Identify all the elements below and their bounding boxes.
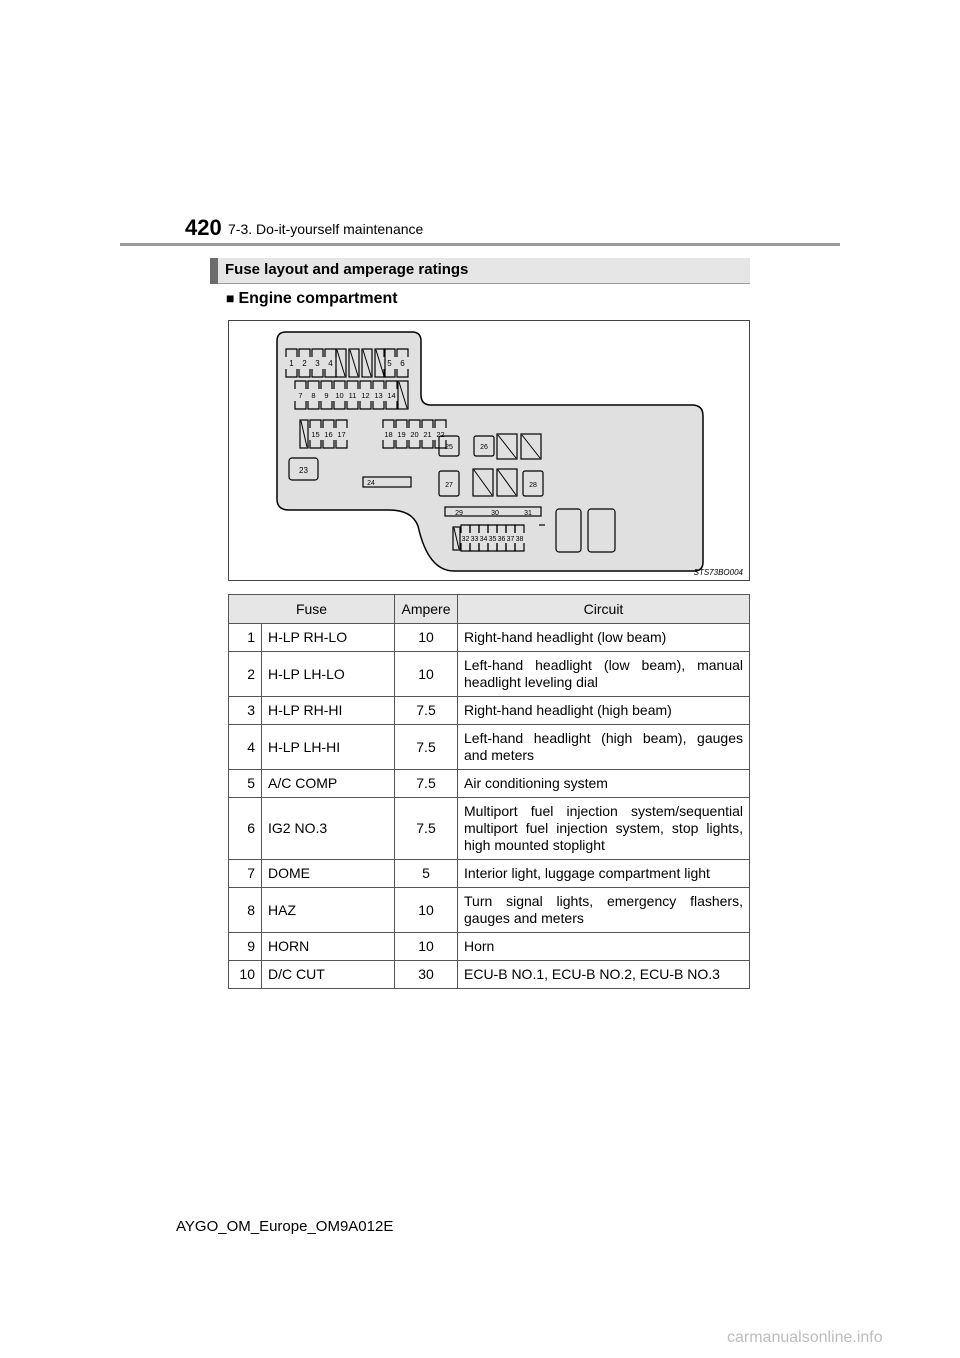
fuse-label: 38 <box>515 536 524 543</box>
fuse-label: 12 <box>361 391 370 400</box>
fuse-circuit: Left-hand headlight (high beam), gauges and meters <box>458 725 750 770</box>
table-row <box>229 770 750 798</box>
table-row <box>229 888 750 933</box>
fuse-label: 19 <box>397 430 406 439</box>
fuse-label: 36 <box>497 536 506 543</box>
fuse-name: HORN <box>262 933 395 961</box>
fuse-number: 3 <box>229 697 262 725</box>
fuse-label: 35 <box>488 536 497 543</box>
column-header-fuse: Fuse <box>229 595 395 624</box>
section-title: Fuse layout and amperage ratings <box>225 261 469 278</box>
fuse-label: 17 <box>337 430 346 439</box>
fuse-number: 6 <box>229 798 262 860</box>
fuse-number: 8 <box>229 888 262 933</box>
fuse-box-svg <box>229 321 749 580</box>
fuse-label: 31 <box>524 510 532 517</box>
fuse-label: 4 <box>328 359 333 368</box>
table-row <box>229 725 750 770</box>
fuse-number: 1 <box>229 624 262 652</box>
fuse-number: 9 <box>229 933 262 961</box>
fuse-circuit: Left-hand headlight (low beam), manual headlight leveling dial <box>458 652 750 697</box>
fuse-ampere: 30 <box>395 961 458 989</box>
fuse-label: 34 <box>479 536 488 543</box>
fuse-label: 21 <box>423 430 432 439</box>
page-number: 420 <box>185 215 222 240</box>
fuse-circuit: Interior light, luggage compartment light <box>458 860 750 888</box>
fuse-ampere: 10 <box>395 888 458 933</box>
fuse-label: 27 <box>445 482 453 489</box>
table-row <box>229 697 750 725</box>
table-header-row <box>229 595 750 624</box>
fuse-circuit: Right-hand headlight (high beam) <box>458 697 750 725</box>
fuse-label: 2 <box>302 359 307 368</box>
fuse-label: 32 <box>461 536 470 543</box>
fuse-label: 7 <box>298 391 303 400</box>
fuse-label: 25 <box>445 444 453 451</box>
table-row <box>229 624 750 652</box>
chapter-title: 7-3. Do-it-yourself maintenance <box>228 221 424 237</box>
fuse-circuit: Multiport fuel injection system/sequential multiport fuel injection system, stop lights, high mounted stoplight <box>458 798 750 860</box>
fuse-label: 22 <box>436 430 445 439</box>
fuse-box-diagram <box>228 320 750 581</box>
fuse-ampere: 7.5 <box>395 697 458 725</box>
fuse-label: 28 <box>529 482 537 489</box>
fuse-label: 20 <box>410 430 419 439</box>
table-row <box>229 933 750 961</box>
fuse-label: 5 <box>387 359 392 368</box>
table-body <box>229 624 750 989</box>
fuse-label: 11 <box>348 391 357 400</box>
fuse-label: 33 <box>470 536 479 543</box>
table-row <box>229 961 750 989</box>
fuse-ampere: 5 <box>395 860 458 888</box>
fuse-ampere: 7.5 <box>395 770 458 798</box>
bullet-square-icon: ■ <box>226 290 235 306</box>
fuse-circuit: Turn signal lights, emergency flashers, gauges and meters <box>458 888 750 933</box>
fuse-name: H-LP LH-LO <box>262 652 395 697</box>
fuse-number: 7 <box>229 860 262 888</box>
footer-doc-code: AYGO_OM_Europe_OM9A012E <box>176 1218 394 1235</box>
fuse-circuit: ECU-B NO.1, ECU-B NO.2, ECU-B NO.3 <box>458 961 750 989</box>
fuse-label: 15 <box>311 430 320 439</box>
fuse-ampere: 10 <box>395 933 458 961</box>
fuse-circuit: Horn <box>458 933 750 961</box>
fuse-ampere: 10 <box>395 652 458 697</box>
column-header-ampere: Ampere <box>395 595 458 624</box>
fuse-label: 18 <box>384 430 393 439</box>
fuse-number: 2 <box>229 652 262 697</box>
fuse-ampere: 7.5 <box>395 798 458 860</box>
fuse-circuit: Air conditioning system <box>458 770 750 798</box>
fuse-label: 16 <box>324 430 333 439</box>
table-row <box>229 798 750 860</box>
fuse-label: 26 <box>480 444 488 451</box>
fuse-circuit: Right-hand headlight (low beam) <box>458 624 750 652</box>
table-row <box>229 860 750 888</box>
fuse-table <box>228 594 750 989</box>
header-rule <box>120 243 840 246</box>
fuse-name: IG2 NO.3 <box>262 798 395 860</box>
fuse-label: 3 <box>315 359 320 368</box>
fuse-label: 24 <box>367 480 375 487</box>
subheading-text: Engine compartment <box>238 290 398 307</box>
figure-code: STS73BO004 <box>693 568 743 577</box>
fuse-name: A/C COMP <box>262 770 395 798</box>
fuse-number: 10 <box>229 961 262 989</box>
fuse-label: 9 <box>324 391 329 400</box>
section-header <box>210 258 750 284</box>
fuse-name: H-LP RH-LO <box>262 624 395 652</box>
fuse-label: 29 <box>455 510 463 517</box>
fuse-number: 4 <box>229 725 262 770</box>
fuse-label: 6 <box>400 359 405 368</box>
column-header-circuit: Circuit <box>458 595 750 624</box>
fuse-label: 37 <box>506 536 515 543</box>
fuse-ampere: 10 <box>395 624 458 652</box>
fuse-ampere: 7.5 <box>395 725 458 770</box>
fuse-name: HAZ <box>262 888 395 933</box>
fuse-number: 5 <box>229 770 262 798</box>
section-marker <box>210 258 218 284</box>
fuse-name: D/C CUT <box>262 961 395 989</box>
fuse-label: 8 <box>311 391 316 400</box>
watermark: carmanualsonline.info <box>727 1329 883 1346</box>
fuse-label: 1 <box>289 359 294 368</box>
fuse-label: 13 <box>374 391 383 400</box>
fuse-label: 10 <box>335 391 344 400</box>
fuse-name: H-LP RH-HI <box>262 697 395 725</box>
fuse-name: H-LP LH-HI <box>262 725 395 770</box>
fuse-label: 30 <box>491 510 499 517</box>
fuse-name: DOME <box>262 860 395 888</box>
fuse-label: 23 <box>299 466 308 475</box>
subheading <box>226 290 398 308</box>
fuse-label: 14 <box>387 391 396 400</box>
table-row <box>229 652 750 697</box>
